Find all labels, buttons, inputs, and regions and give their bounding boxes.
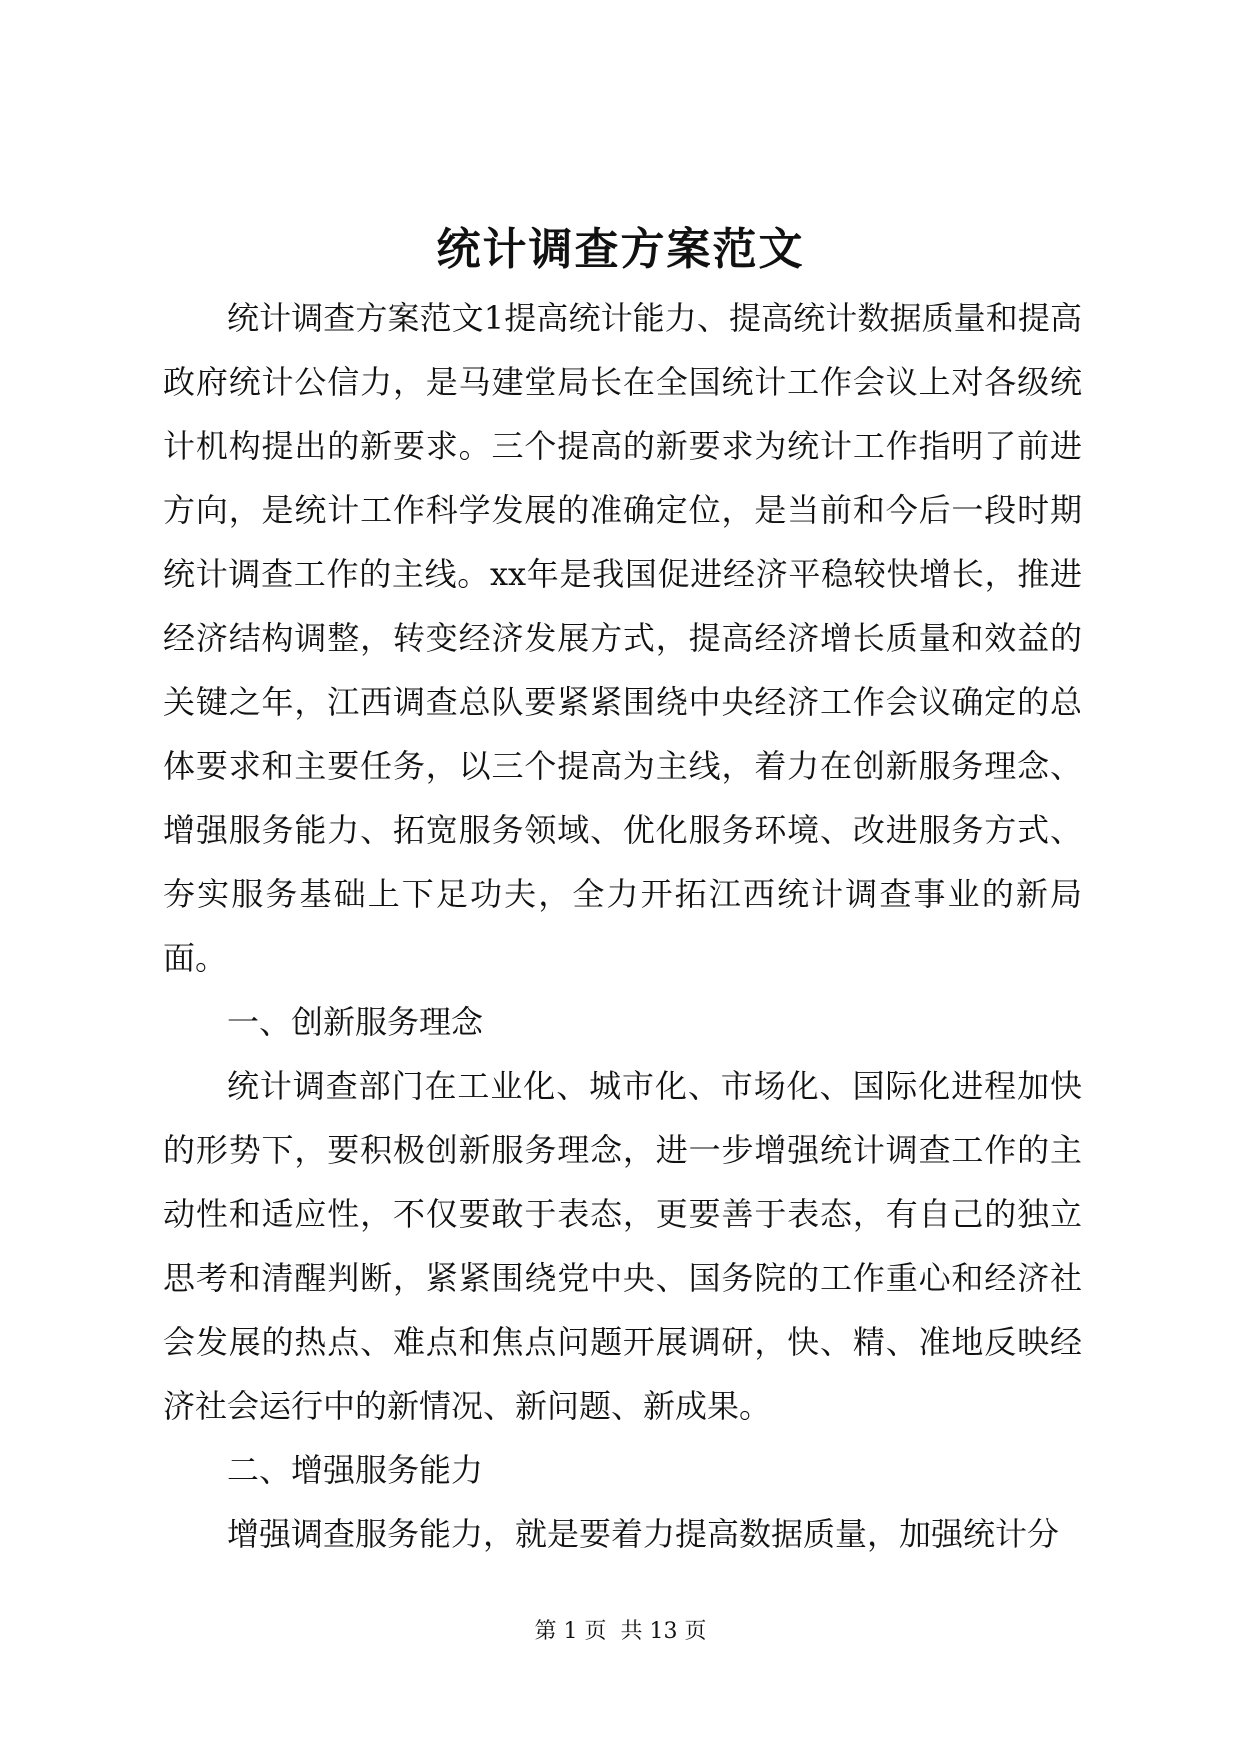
- section-heading-1: 一、创新服务理念: [227, 1003, 484, 1041]
- document-title: 统计调查方案范文: [436, 224, 805, 275]
- paragraph-section-2: 增强调查服务能力，就是要着力提高数据质量，加强统计分: [227, 1515, 1060, 1553]
- document-body: [163, 286, 1082, 1566]
- page-number-footer: 第 1 页 共 13 页: [534, 1619, 707, 1644]
- paragraph-intro: 统计调查方案范文1提高统计能力、提高统计数据质量和提高政府统计公信力，是马建堂局长在全国统计工作会议上对各级统计机构提出的新要求。三个提高的新要求为统计工作指明了前进方向，是统计工作科学发展的准确定位，是当前和今后一段时期统计调查工作的主线。xx年是我国促进经济平稳较快增长，推进经济结构调整，转变经济发展方式，提高经济增长质量和效益的关键之年，江西调查总队要紧紧围绕中央经济工作会议确定的总体要求和主要任务，以三个提高为主线，着力在创新服务理念、增强服务能力、拓宽服务领域、优化服务环境、改进服务方式、夯实服务基础上下足功夫，全力开拓江西统计调查事业的新局面。: [163, 299, 1082, 977]
- section-heading-2: 二、增强服务能力: [227, 1451, 484, 1489]
- paragraph-section-1: 统计调查部门在工业化、城市化、市场化、国际化进程加快的形势下，要积极创新服务理念，进一步增强统计调查工作的主动性和适应性，不仅要敢于表态，更要善于表态，有自己的独立思考和清醒判断，紧紧围绕党中央、国务院的工作重心和经济社会发展的热点、难点和焦点问题开展调研，快、精、准地反映经济社会运行中的新情况、新问题、新成果。: [163, 1067, 1082, 1425]
